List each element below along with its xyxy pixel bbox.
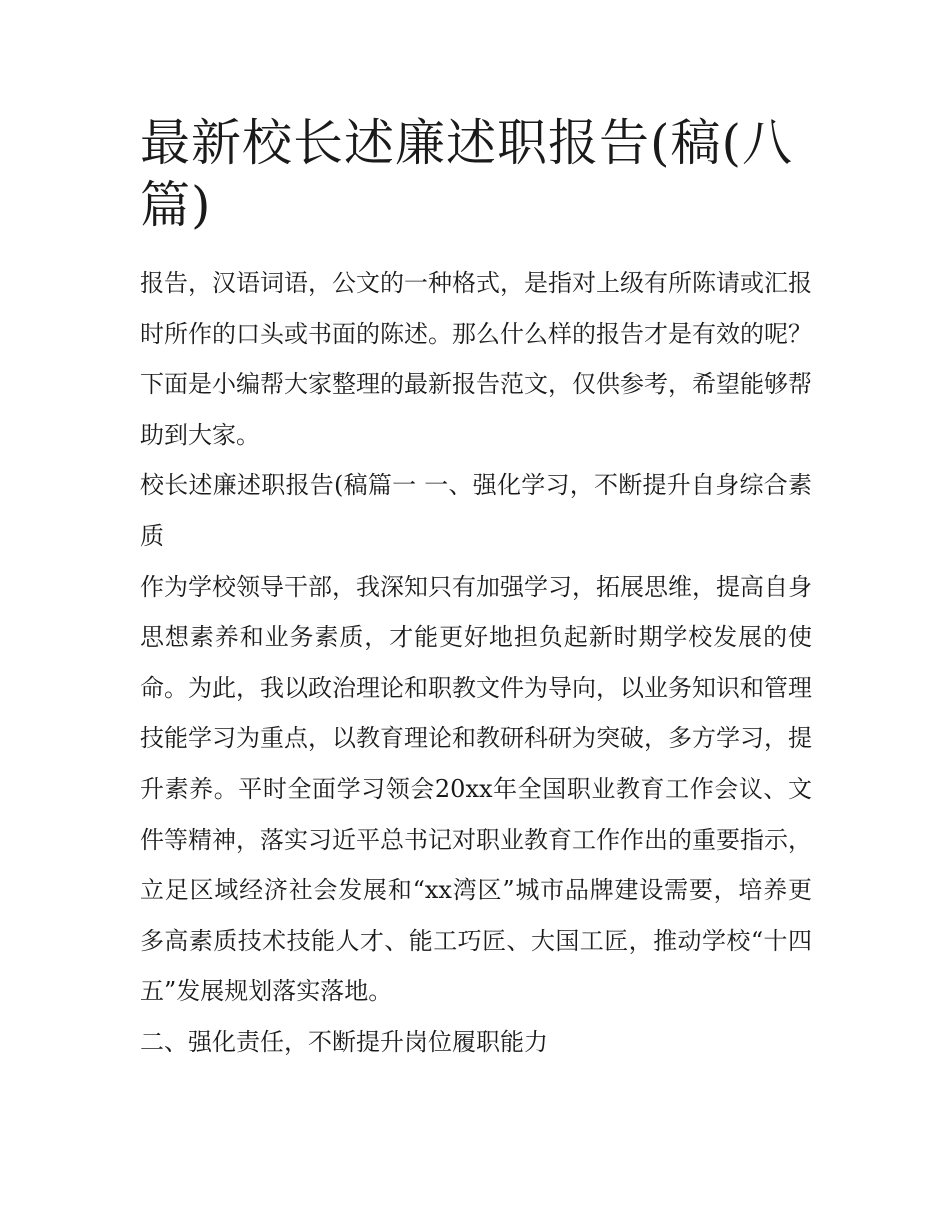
section-heading-2: 二、强化责任，不断提升岗位履职能力 bbox=[140, 1027, 548, 1056]
document-title: 最新校长述廉述职报告(稿(八篇) bbox=[140, 114, 794, 234]
section-heading-1: 校长述廉述职报告(稿篇一 一、强化学习，不断提升自身综合素质 bbox=[140, 471, 812, 550]
document-body bbox=[140, 112, 812, 1068]
intro-paragraph: 报告，汉语词语，公文的一种格式，是指对上级有所陈请或汇报时所作的口头或书面的陈述。那么什么样的报告才是有效的呢？下面是小编帮大家整理的最新报告范文，仅供参考，希望能够帮助到大家。 bbox=[140, 269, 812, 449]
body-paragraph: 作为学校领导干部，我深知只有加强学习，拓展思维，提高自身思想素养和业务素质，才能更好地担负起新时期学校发展的使命。为此，我以政治理论和职教文件为导向，以业务知识和管理技能学习为重点，以教育理论和教研科研为突破，多方学习，提升素养。平时全面学习领会20xx年全国职业教育工作会议、文件等精神，落实习近平总书记对职业教育工作作出的重要指示，立足区域经济社会发展和“xx湾区”城市品牌建设需要，培养更多高素质技术技能人才、能工巧匠、大国工匠，推动学校“十四五”发展规划落实落地。 bbox=[140, 572, 812, 1006]
